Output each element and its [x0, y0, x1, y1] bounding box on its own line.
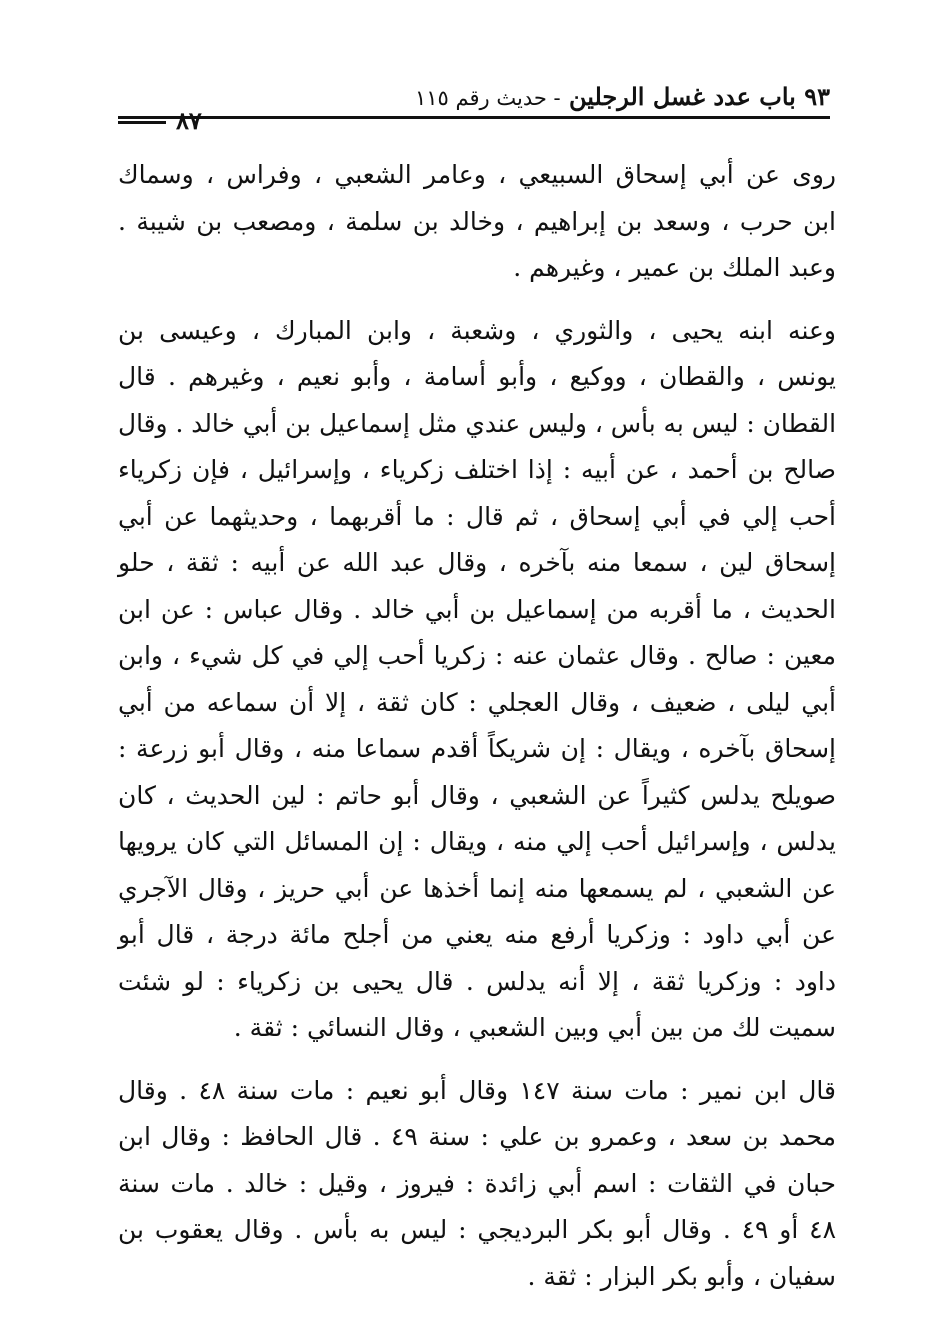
- page-number-dash: [118, 121, 166, 124]
- text-line: أحب إلي في أبي إسحاق ، ثم قال : ما أقربهما ، وحديثهما عن أبي: [118, 501, 836, 531]
- text-line: عن الشعبي ، لم يسمعها منه إنما أخذها عن أبي حريز ، وقال الآجري: [118, 873, 836, 903]
- paragraph: [118, 1068, 836, 1301]
- chapter-title: ٩٣ باب عدد غسل الرجلين: [568, 82, 830, 111]
- text-line: القطان : ليس به بأس ، وليس عندي مثل إسماعيل بن أبي خالد . وقال: [118, 408, 836, 438]
- hadith-number: - حديث رقم ١١٥: [415, 86, 561, 110]
- text-line: صويلح يدلس كثيراً عن الشعبي ، وقال أبو حاتم : لين الحديث ، كان: [118, 780, 836, 810]
- text-line: أبي ليلى ، ضعيف ، وقال العجلي : كان ثقة ، إلا أن سماعه من أبي: [118, 687, 836, 717]
- text-line: سفيان ، وأبو بكر البزار : ثقة .: [527, 1261, 836, 1291]
- text-line: داود : وزكريا ثقة ، إلا أنه يدلس . قال يحيى بن زكرياء : لو شئت: [118, 966, 836, 996]
- page-number-block: [118, 106, 238, 136]
- text-line: وعبد الملك بن عمير ، وغيرهم .: [513, 253, 836, 282]
- text-line: قال ابن نمير : مات سنة ١٤٧ وقال أبو نعيم : مات سنة ٤٨ . وقال: [118, 1075, 836, 1105]
- text-line: يونس ، والقطان ، ووكيع ، وأبو أسامة ، وأبو نعيم ، وغيرهم . قال: [118, 362, 836, 391]
- text-line: ابن حرب ، وسعد بن إبراهيم ، وخالد بن سلمة ، ومصعب بن شيبة .: [118, 206, 836, 236]
- text-line: الحديث ، ما أقربه من إسماعيل بن أبي خالد . وقال عباس : عن ابن: [118, 594, 836, 624]
- text-line: حبان في الثقات : اسم أبي زائدة : فيروز ، وقيل : خالد . مات سنة: [118, 1168, 836, 1198]
- text-line: وعنه ابنه يحيى ، والثوري ، وشعبة ، وابن المبارك ، وعيسى بن: [118, 315, 836, 345]
- paragraph: [118, 308, 836, 1052]
- text-line: صالح بن أحمد ، عن أبيه : إذا اختلف زكرياء ، وإسرائيل ، فإن زكرياء: [118, 455, 836, 484]
- text-line: محمد بن سعد ، وعمرو بن علي : سنة ٤٩ . قال الحافظ : وقال ابن: [118, 1122, 836, 1151]
- text-line: سميت لك من بين أبي وبين الشعبي ، وقال النسائي : ثقة .: [233, 1013, 836, 1042]
- paragraph: [118, 152, 836, 292]
- text-line: إسحاق بآخره ، ويقال : إن شريكاً أقدم سماعا منه ، وقال أبو زرعة :: [118, 734, 836, 763]
- text-line: إسحاق لين ، سمعا منه بآخره ، وقال عبد الله عن أبيه : ثقة ، حلو: [118, 548, 836, 577]
- header-title: [415, 82, 830, 111]
- text-line: روى عن أبي إسحاق السبيعي ، وعامر الشعبي ، وفراس ، وسماك: [118, 160, 836, 189]
- text-line: معين : صالح . وقال عثمان عنه : زكريا أحب إلي في كل شيء ، وابن: [118, 641, 836, 670]
- text-line: يدلس ، وإسرائيل أحب إلي منه ، ويقال : إن المسائل التي كان يرويها: [118, 827, 836, 856]
- page-number: ٨٧: [176, 106, 202, 135]
- body-text: [118, 152, 836, 1300]
- text-line: عن أبي داود : وزكريا أرفع منه يعني من أجلح مائة درجة ، قال أبو: [118, 920, 836, 949]
- text-line: ٤٨ أو ٤٩ . وقال أبو بكر البرديجي : ليس به بأس . وقال يعقوب بن: [118, 1215, 836, 1244]
